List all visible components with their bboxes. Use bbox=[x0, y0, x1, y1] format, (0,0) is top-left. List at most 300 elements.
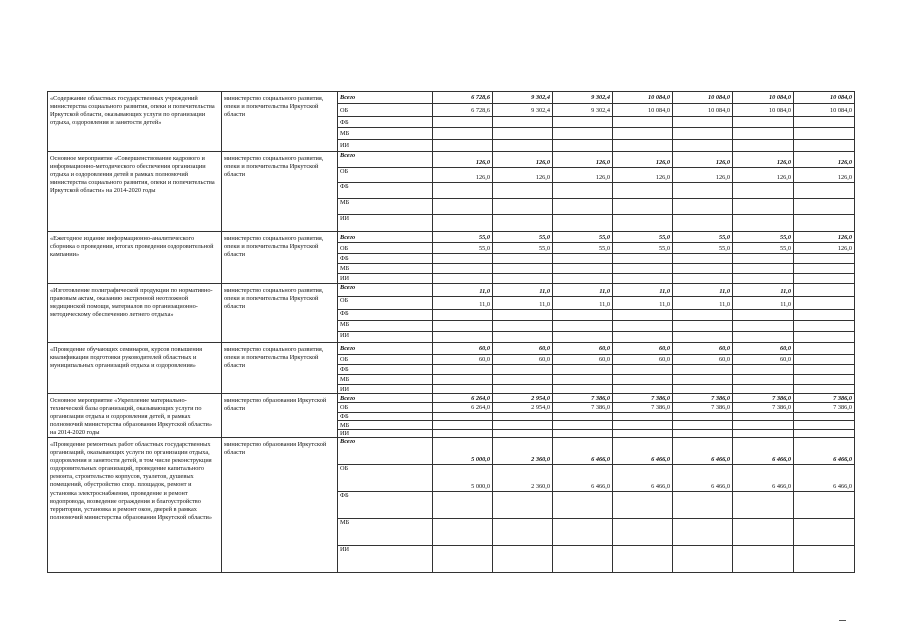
amount-cell: 60,0 bbox=[493, 343, 553, 355]
amount-cell bbox=[433, 264, 493, 274]
amount-cell bbox=[673, 429, 733, 437]
amount-cell: 11,0 bbox=[613, 284, 673, 297]
funding-source: Всего bbox=[338, 438, 433, 465]
amount-cell bbox=[673, 215, 733, 232]
amount-cell: 55,0 bbox=[553, 243, 613, 254]
amount-cell bbox=[673, 117, 733, 128]
amount-cell bbox=[553, 332, 613, 343]
funding-source: ФБ bbox=[338, 412, 433, 420]
amount-cell bbox=[433, 199, 493, 215]
funding-source: ИИ bbox=[338, 429, 433, 437]
amount-cell bbox=[553, 546, 613, 573]
event-name: «Изготовление полиграфической продукции по нормативно-правовым актам, оказанию экстренной неотложной медицинской помощи, материалов по организационно-методическому обеспечению летнего отдыха» bbox=[48, 284, 222, 343]
amount-cell bbox=[794, 375, 855, 385]
amount-cell bbox=[553, 128, 613, 140]
amount-cell: 55,0 bbox=[673, 243, 733, 254]
funding-source: ФБ bbox=[338, 310, 433, 321]
amount-cell bbox=[673, 365, 733, 375]
amount-cell bbox=[493, 310, 553, 321]
funding-source: ФБ bbox=[338, 254, 433, 264]
amount-cell bbox=[613, 385, 673, 394]
amount-cell: 7 386,0 bbox=[613, 394, 673, 403]
amount-cell bbox=[553, 429, 613, 437]
event-name: Основное мероприятие «Укрепление материально-технической базы организаций, оказывающих услуги по организации отдыха и оздоровления детей, в рамках полномочий министерства образования Иркутской области» на 2014-2020 годы bbox=[48, 394, 222, 438]
amount-cell bbox=[553, 519, 613, 546]
amount-cell bbox=[553, 215, 613, 232]
responsible-org: министерство образования Иркутской области bbox=[222, 438, 338, 573]
amount-cell: 126,0 bbox=[673, 152, 733, 168]
funding-source: МБ bbox=[338, 519, 433, 546]
amount-cell bbox=[553, 375, 613, 385]
amount-cell: 11,0 bbox=[433, 284, 493, 297]
amount-cell bbox=[553, 412, 613, 420]
amount-cell: 6 466,0 bbox=[673, 438, 733, 465]
amount-cell: 126,0 bbox=[493, 168, 553, 183]
amount-cell bbox=[733, 421, 794, 429]
funding-source: ОБ bbox=[338, 465, 433, 492]
amount-cell bbox=[794, 274, 855, 284]
amount-cell: 10 084,0 bbox=[613, 92, 673, 104]
margin-mark bbox=[839, 620, 846, 621]
amount-cell: 55,0 bbox=[613, 232, 673, 243]
table-row bbox=[48, 394, 855, 403]
amount-cell bbox=[493, 412, 553, 420]
amount-cell: 2 360,0 bbox=[493, 438, 553, 465]
funding-source: ФБ bbox=[338, 365, 433, 375]
amount-cell: 11,0 bbox=[493, 297, 553, 310]
amount-cell bbox=[613, 492, 673, 519]
funding-source: ОБ bbox=[338, 243, 433, 254]
amount-cell: 10 084,0 bbox=[794, 104, 855, 117]
amount-cell bbox=[613, 254, 673, 264]
amount-cell: 55,0 bbox=[673, 232, 733, 243]
amount-cell bbox=[613, 264, 673, 274]
amount-cell bbox=[433, 375, 493, 385]
funding-source: ИИ bbox=[338, 274, 433, 284]
amount-cell bbox=[553, 421, 613, 429]
amount-cell bbox=[493, 254, 553, 264]
amount-cell: 126,0 bbox=[553, 168, 613, 183]
amount-cell: 126,0 bbox=[794, 168, 855, 183]
amount-cell bbox=[733, 385, 794, 394]
amount-cell: 2 360,0 bbox=[493, 465, 553, 492]
event-name: «Ежегодное издание информационно-аналитического сборника о проведении, итогах проведения оздоровительной кампании» bbox=[48, 232, 222, 284]
responsible-org: министерство социального развития, опеки и попечительства Иркутской области bbox=[222, 92, 338, 152]
amount-cell bbox=[613, 546, 673, 573]
amount-cell bbox=[733, 128, 794, 140]
amount-cell bbox=[733, 274, 794, 284]
amount-cell: 11,0 bbox=[553, 284, 613, 297]
amount-cell: 6 466,0 bbox=[733, 465, 794, 492]
amount-cell: 9 302,4 bbox=[553, 104, 613, 117]
amount-cell bbox=[553, 264, 613, 274]
amount-cell bbox=[433, 274, 493, 284]
responsible-org: министерство социального развития, опеки и попечительства Иркутской области bbox=[222, 343, 338, 394]
amount-cell bbox=[794, 310, 855, 321]
amount-cell: 11,0 bbox=[493, 284, 553, 297]
amount-cell bbox=[493, 274, 553, 284]
budget-table bbox=[47, 91, 855, 573]
amount-cell: 11,0 bbox=[673, 284, 733, 297]
amount-cell: 126,0 bbox=[673, 168, 733, 183]
amount-cell bbox=[433, 429, 493, 437]
amount-cell bbox=[733, 332, 794, 343]
amount-cell bbox=[733, 199, 794, 215]
amount-cell: 55,0 bbox=[433, 232, 493, 243]
amount-cell bbox=[433, 332, 493, 343]
amount-cell: 9 302,4 bbox=[553, 92, 613, 104]
amount-cell: 6 466,0 bbox=[553, 438, 613, 465]
amount-cell bbox=[794, 297, 855, 310]
amount-cell: 60,0 bbox=[613, 343, 673, 355]
amount-cell bbox=[733, 546, 794, 573]
amount-cell bbox=[493, 365, 553, 375]
amount-cell: 55,0 bbox=[493, 232, 553, 243]
funding-source: Всего bbox=[338, 92, 433, 104]
amount-cell: 6 264,0 bbox=[433, 394, 493, 403]
amount-cell bbox=[794, 284, 855, 297]
amount-cell bbox=[553, 365, 613, 375]
amount-cell bbox=[673, 128, 733, 140]
amount-cell: 11,0 bbox=[733, 297, 794, 310]
amount-cell: 6 466,0 bbox=[794, 438, 855, 465]
amount-cell bbox=[794, 429, 855, 437]
amount-cell bbox=[613, 310, 673, 321]
amount-cell bbox=[673, 199, 733, 215]
amount-cell bbox=[673, 332, 733, 343]
amount-cell bbox=[493, 429, 553, 437]
amount-cell bbox=[493, 140, 553, 152]
amount-cell bbox=[433, 183, 493, 199]
amount-cell bbox=[733, 365, 794, 375]
amount-cell bbox=[613, 183, 673, 199]
funding-source: Всего bbox=[338, 152, 433, 168]
amount-cell bbox=[433, 128, 493, 140]
amount-cell bbox=[673, 519, 733, 546]
amount-cell: 5 000,0 bbox=[433, 465, 493, 492]
amount-cell: 10 084,0 bbox=[613, 104, 673, 117]
amount-cell bbox=[673, 421, 733, 429]
amount-cell bbox=[794, 365, 855, 375]
amount-cell: 7 386,0 bbox=[553, 394, 613, 403]
amount-cell bbox=[493, 321, 553, 332]
amount-cell bbox=[613, 117, 673, 128]
amount-cell: 6 466,0 bbox=[733, 438, 794, 465]
funding-source: МБ bbox=[338, 321, 433, 332]
amount-cell bbox=[733, 183, 794, 199]
amount-cell bbox=[794, 183, 855, 199]
amount-cell bbox=[733, 264, 794, 274]
amount-cell: 126,0 bbox=[733, 168, 794, 183]
funding-source: МБ bbox=[338, 375, 433, 385]
amount-cell bbox=[493, 519, 553, 546]
amount-cell: 9 302,4 bbox=[493, 92, 553, 104]
amount-cell: 7 386,0 bbox=[673, 394, 733, 403]
amount-cell: 126,0 bbox=[794, 243, 855, 254]
amount-cell bbox=[553, 492, 613, 519]
amount-cell bbox=[733, 492, 794, 519]
funding-source: Всего bbox=[338, 284, 433, 297]
amount-cell: 60,0 bbox=[433, 343, 493, 355]
funding-source: ФБ bbox=[338, 183, 433, 199]
event-name: «Содержание областных государственных учреждений министерства социального развития, опеки и попечительства Иркутской области, оказывающих услуги по организации отдыха, оздоровления и занятости детей» bbox=[48, 92, 222, 152]
funding-source: Всего bbox=[338, 343, 433, 355]
amount-cell: 7 386,0 bbox=[733, 403, 794, 412]
amount-cell: 11,0 bbox=[673, 297, 733, 310]
funding-source: ОБ bbox=[338, 168, 433, 183]
funding-source: ОБ bbox=[338, 355, 433, 365]
responsible-org: министерство социального развития, опеки и попечительства Иркутской области bbox=[222, 232, 338, 284]
amount-cell bbox=[733, 140, 794, 152]
amount-cell: 55,0 bbox=[433, 243, 493, 254]
amount-cell bbox=[733, 429, 794, 437]
table-row bbox=[48, 343, 855, 355]
amount-cell: 55,0 bbox=[733, 243, 794, 254]
amount-cell bbox=[673, 140, 733, 152]
amount-cell: 60,0 bbox=[553, 343, 613, 355]
funding-source: МБ bbox=[338, 264, 433, 274]
event-name: Основное мероприятие «Совершенствование кадрового и информационно-методического обеспечения организации отдыха и оздоровления детей в рамках полномочий министерства социального развития, опеки и попечительства Иркутской области» на 2014-2020 годы bbox=[48, 152, 222, 232]
amount-cell bbox=[733, 215, 794, 232]
funding-source: Всего bbox=[338, 232, 433, 243]
amount-cell bbox=[794, 546, 855, 573]
amount-cell bbox=[433, 519, 493, 546]
amount-cell: 11,0 bbox=[553, 297, 613, 310]
amount-cell bbox=[553, 274, 613, 284]
amount-cell bbox=[493, 546, 553, 573]
amount-cell bbox=[733, 117, 794, 128]
amount-cell: 126,0 bbox=[794, 152, 855, 168]
funding-source: ФБ bbox=[338, 492, 433, 519]
funding-source: МБ bbox=[338, 128, 433, 140]
amount-cell bbox=[613, 519, 673, 546]
amount-cell bbox=[673, 492, 733, 519]
amount-cell bbox=[794, 264, 855, 274]
amount-cell: 60,0 bbox=[433, 355, 493, 365]
amount-cell: 6 728,6 bbox=[433, 104, 493, 117]
amount-cell bbox=[433, 412, 493, 420]
amount-cell bbox=[673, 183, 733, 199]
amount-cell bbox=[433, 321, 493, 332]
amount-cell: 126,0 bbox=[613, 152, 673, 168]
funding-source: ОБ bbox=[338, 297, 433, 310]
amount-cell: 7 386,0 bbox=[673, 403, 733, 412]
amount-cell bbox=[673, 375, 733, 385]
amount-cell bbox=[673, 264, 733, 274]
funding-source: ОБ bbox=[338, 403, 433, 412]
event-name: «Проведение ремонтных работ областных государственных организаций, оказывающих услуги по организации отдыха, оздоровления и занятости детей, в том числе реконструкция оздоровительных организаций, проведение капитального ремонта, строительство корпусов, туалетов, душевых помещений, обустройство спор. площадок, ремонт и установка электроснабжения, проведение и ремонт водопровода, возведение ограждения и благоустройство территории, установка и ремонт окон, дверей в рамках полномочий министерства образования Иркутской области» bbox=[48, 438, 222, 573]
table-row bbox=[48, 92, 855, 104]
amount-cell bbox=[493, 128, 553, 140]
amount-cell bbox=[673, 254, 733, 264]
amount-cell bbox=[673, 546, 733, 573]
responsible-org: министерство образования Иркутской области bbox=[222, 394, 338, 438]
amount-cell bbox=[493, 264, 553, 274]
amount-cell: 55,0 bbox=[733, 232, 794, 243]
amount-cell bbox=[553, 385, 613, 394]
amount-cell bbox=[794, 128, 855, 140]
amount-cell bbox=[794, 519, 855, 546]
amount-cell: 2 954,0 bbox=[493, 403, 553, 412]
responsible-org: министерство социального развития, опеки и попечительства Иркутской области bbox=[222, 284, 338, 343]
amount-cell bbox=[613, 332, 673, 343]
amount-cell bbox=[433, 492, 493, 519]
amount-cell bbox=[433, 254, 493, 264]
amount-cell: 11,0 bbox=[733, 284, 794, 297]
responsible-org: министерство социального развития, опеки и попечительства Иркутской области bbox=[222, 152, 338, 232]
funding-source: ФБ bbox=[338, 117, 433, 128]
amount-cell bbox=[794, 332, 855, 343]
amount-cell bbox=[433, 117, 493, 128]
amount-cell: 6 466,0 bbox=[553, 465, 613, 492]
amount-cell bbox=[553, 310, 613, 321]
amount-cell: 60,0 bbox=[613, 355, 673, 365]
funding-source: ИИ bbox=[338, 140, 433, 152]
amount-cell: 126,0 bbox=[493, 152, 553, 168]
amount-cell: 60,0 bbox=[493, 355, 553, 365]
amount-cell bbox=[553, 199, 613, 215]
amount-cell bbox=[673, 274, 733, 284]
amount-cell bbox=[673, 385, 733, 394]
amount-cell bbox=[733, 412, 794, 420]
amount-cell bbox=[493, 385, 553, 394]
funding-source: ИИ bbox=[338, 215, 433, 232]
amount-cell bbox=[794, 385, 855, 394]
amount-cell: 7 386,0 bbox=[794, 394, 855, 403]
amount-cell: 60,0 bbox=[553, 355, 613, 365]
amount-cell bbox=[493, 492, 553, 519]
amount-cell bbox=[794, 140, 855, 152]
table-row bbox=[48, 284, 855, 297]
amount-cell bbox=[553, 140, 613, 152]
amount-cell bbox=[493, 215, 553, 232]
amount-cell bbox=[673, 412, 733, 420]
amount-cell bbox=[613, 321, 673, 332]
amount-cell bbox=[613, 365, 673, 375]
amount-cell: 6 728,6 bbox=[433, 92, 493, 104]
amount-cell bbox=[433, 215, 493, 232]
table-row bbox=[48, 232, 855, 243]
amount-cell bbox=[493, 117, 553, 128]
event-name: «Проведение обучающих семинаров, курсов повышения квалификации подготовки руководителей областных и муниципальных организаций отдыха и оздоровления» bbox=[48, 343, 222, 394]
funding-source: ИИ bbox=[338, 332, 433, 343]
amount-cell bbox=[433, 546, 493, 573]
amount-cell: 126,0 bbox=[613, 168, 673, 183]
amount-cell: 2 954,0 bbox=[493, 394, 553, 403]
amount-cell bbox=[733, 321, 794, 332]
amount-cell: 6 264,0 bbox=[433, 403, 493, 412]
amount-cell bbox=[493, 183, 553, 199]
amount-cell bbox=[493, 332, 553, 343]
amount-cell: 10 084,0 bbox=[733, 104, 794, 117]
amount-cell bbox=[794, 215, 855, 232]
amount-cell bbox=[613, 274, 673, 284]
amount-cell: 10 084,0 bbox=[794, 92, 855, 104]
amount-cell bbox=[794, 199, 855, 215]
amount-cell bbox=[433, 421, 493, 429]
amount-cell: 60,0 bbox=[673, 355, 733, 365]
funding-source: Всего bbox=[338, 394, 433, 403]
amount-cell bbox=[673, 321, 733, 332]
amount-cell: 6 466,0 bbox=[613, 438, 673, 465]
amount-cell bbox=[493, 421, 553, 429]
amount-cell: 55,0 bbox=[553, 232, 613, 243]
amount-cell: 5 000,0 bbox=[433, 438, 493, 465]
amount-cell bbox=[613, 375, 673, 385]
amount-cell: 55,0 bbox=[493, 243, 553, 254]
amount-cell: 60,0 bbox=[733, 343, 794, 355]
amount-cell bbox=[553, 117, 613, 128]
amount-cell bbox=[794, 492, 855, 519]
amount-cell: 126,0 bbox=[733, 152, 794, 168]
amount-cell: 6 466,0 bbox=[794, 465, 855, 492]
amount-cell bbox=[553, 254, 613, 264]
amount-cell: 10 084,0 bbox=[733, 92, 794, 104]
funding-source: ИИ bbox=[338, 546, 433, 573]
amount-cell bbox=[733, 375, 794, 385]
amount-cell bbox=[433, 140, 493, 152]
amount-cell bbox=[613, 429, 673, 437]
amount-cell bbox=[794, 117, 855, 128]
budget-table-body bbox=[48, 92, 855, 573]
amount-cell: 60,0 bbox=[673, 343, 733, 355]
amount-cell: 126,0 bbox=[794, 232, 855, 243]
amount-cell: 126,0 bbox=[553, 152, 613, 168]
amount-cell bbox=[493, 199, 553, 215]
amount-cell bbox=[613, 215, 673, 232]
funding-source: ОБ bbox=[338, 104, 433, 117]
amount-cell: 9 302,4 bbox=[493, 104, 553, 117]
amount-cell bbox=[733, 519, 794, 546]
funding-source: МБ bbox=[338, 199, 433, 215]
funding-source: ИИ bbox=[338, 385, 433, 394]
amount-cell bbox=[433, 310, 493, 321]
amount-cell bbox=[794, 321, 855, 332]
amount-cell: 7 386,0 bbox=[613, 403, 673, 412]
amount-cell bbox=[613, 421, 673, 429]
amount-cell bbox=[613, 412, 673, 420]
table-row bbox=[48, 438, 855, 465]
amount-cell bbox=[433, 365, 493, 375]
amount-cell bbox=[794, 254, 855, 264]
amount-cell bbox=[794, 421, 855, 429]
amount-cell bbox=[433, 385, 493, 394]
amount-cell bbox=[733, 310, 794, 321]
amount-cell: 55,0 bbox=[613, 243, 673, 254]
amount-cell: 11,0 bbox=[433, 297, 493, 310]
amount-cell: 6 466,0 bbox=[613, 465, 673, 492]
amount-cell: 60,0 bbox=[733, 355, 794, 365]
amount-cell bbox=[613, 140, 673, 152]
amount-cell bbox=[553, 321, 613, 332]
amount-cell: 7 386,0 bbox=[794, 403, 855, 412]
amount-cell bbox=[493, 375, 553, 385]
amount-cell bbox=[794, 343, 855, 355]
amount-cell bbox=[794, 355, 855, 365]
amount-cell bbox=[733, 254, 794, 264]
amount-cell: 126,0 bbox=[433, 168, 493, 183]
amount-cell bbox=[794, 412, 855, 420]
amount-cell: 10 084,0 bbox=[673, 92, 733, 104]
amount-cell: 10 084,0 bbox=[673, 104, 733, 117]
amount-cell bbox=[673, 310, 733, 321]
amount-cell bbox=[613, 199, 673, 215]
amount-cell: 11,0 bbox=[613, 297, 673, 310]
amount-cell: 7 386,0 bbox=[553, 403, 613, 412]
amount-cell: 7 386,0 bbox=[733, 394, 794, 403]
amount-cell bbox=[613, 128, 673, 140]
funding-source: МБ bbox=[338, 421, 433, 429]
